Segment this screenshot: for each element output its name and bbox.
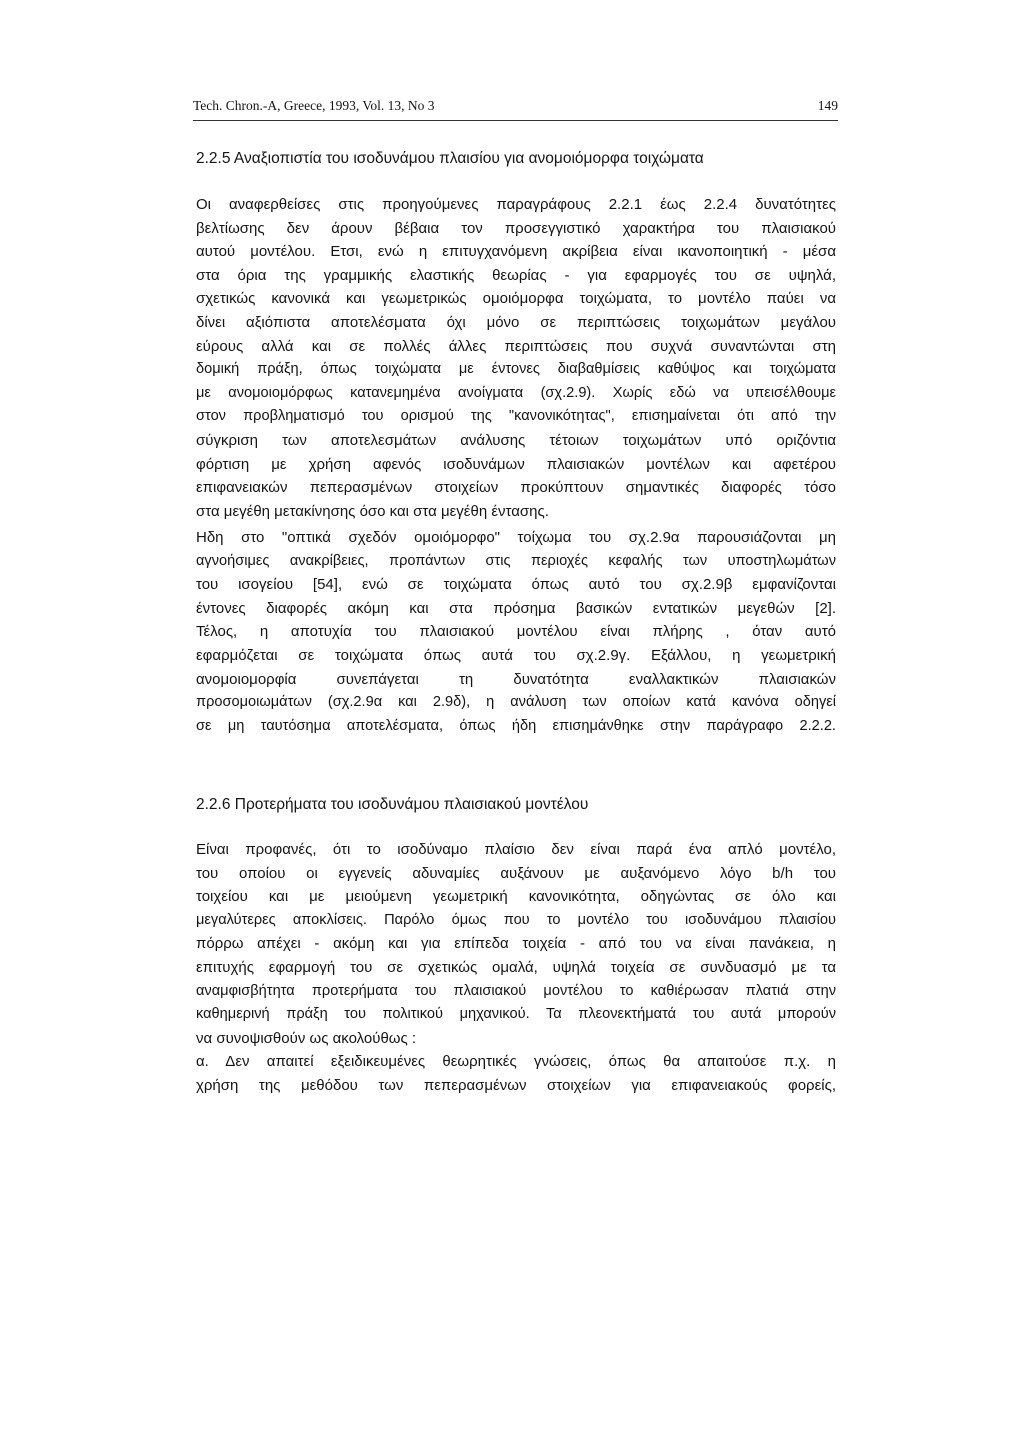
- text-line: μεγαλύτερες αποκλίσεις. Παρόλο όμως που το μοντέλο του ισοδυνάμου πλαισίου: [196, 911, 836, 928]
- text-line: στα όρια της γραμμικής ελαστικής θεωρίας - για εφαρμογές του σε υψηλά,: [196, 266, 836, 284]
- text-line: στα μεγέθη μετακίνησης όσο και στα μεγέθη έντασης.: [196, 502, 549, 520]
- text-line: αναμφισβήτητα προτερήματα του πλαισιακού μοντέλου το καθιέρωσαν πλατιά στην: [196, 982, 836, 999]
- text-line: επιφανειακών πεπερασμένων στοιχείων προκύπτουν σημαντικές διαφορές τόσο: [196, 479, 836, 497]
- text-line: αυτού μοντέλου. Ετσι, ενώ η επιτυγχανόμενη ακρίβεια είναι ικανοποιητική - μέσα: [196, 243, 836, 261]
- text-line: αγνοήσιμες ανακρίβειες, προπάντων στις περιοχές κεφαλής των υποστηλωμάτων: [196, 552, 836, 569]
- text-line: σε μη ταυτόσημα αποτελέσματα, όπως ήδη επισημάνθηκε στην παράγραφο 2.2.2.: [196, 717, 836, 734]
- text-line: του οποίου οι εγγενείς αδυναμίες αυξάνουν με αυξανόμενο λόγο b/h του: [196, 864, 836, 882]
- section-heading-2-2-5: 2.2.5 Αναξιοπιστία του ισοδυνάμου πλαισίου για ανομοιόμορφα τοιχώματα: [196, 150, 704, 167]
- text-line: δομική πράξη, όπως τοιχώματα με έντονες διαβαθμίσεις καθύψος και τοιχώματα: [196, 361, 836, 378]
- text-line: βελτίωσης δεν άρουν βέβαια τον προσεγγιστικό χαρακτήρα του πλαισιακού: [196, 219, 836, 237]
- text-line: Είναι προφανές, ότι το ισοδύναμο πλαίσιο δεν είναι παρά ένα απλό μοντέλο,: [196, 841, 836, 858]
- text-line: ανομοιομορφία συνεπάγεται τη δυνατότητα εναλλακτικών πλαισιακών: [196, 670, 836, 688]
- text-line: εφαρμόζεται σε τοιχώματα όπως αυτά του σχ.2.9γ. Εξάλλου, η γεωμετρική: [196, 646, 836, 664]
- text-line: προσομοιωμάτων (σχ.2.9α και 2.9δ), η ανάλυση των οποίων κατά κανόνα οδηγεί: [196, 694, 836, 711]
- text-line: σχετικώς κανονικά και γεωμετρικώς ομοιόμορφα τοιχώματα, το μοντέλο παύει να: [196, 290, 836, 308]
- text-line: στον προβληματισμό του ορισμού της "κανονικότητας", επισημαίνεται ότι από την: [196, 408, 836, 425]
- text-line: έντονες διαφορές ακόμη και στα πρόσημα βασικών εντατικών μεγεθών [2].: [196, 599, 836, 617]
- text-line: με ανομοιομόρφως κατανεμημένα ανοίγματα (σχ.2.9). Χωρίς εδώ να υπεισέλθουμε: [196, 384, 836, 401]
- text-line: εύρους αλλά και σε πολλές άλλες περιπτώσεις που συχνά συναντώνται στη: [196, 337, 836, 355]
- text-line: δίνει αξιόπιστα αποτελέσματα όχι μόνο σε περιπτώσεις τοιχωμάτων μεγάλου: [196, 313, 836, 331]
- paragraph-1: [196, 193, 836, 523]
- journal-citation: Tech. Chron.-A, Greece, 1993, Vol. 13, No 3: [193, 98, 435, 113]
- text-line: Οι αναφερθείσες στις προηγούμενες παραγράφους 2.2.1 έως 2.2.4 δυνατότητες: [196, 196, 836, 213]
- text-line: Ηδη στο "οπτικά σχεδόν ομοιόμορφο" τοίχωμα του σχ.2.9α παρουσιάζονται μη: [196, 529, 836, 546]
- page-number: 149: [817, 98, 838, 113]
- running-header: [193, 96, 838, 121]
- text-line: Τέλος, η αποτυχία του πλαισιακού μοντέλου είναι πλήρης , όταν αυτό: [196, 623, 836, 641]
- text-line: φόρτιση με χρήση αφενός ισοδυνάμων πλαισιακών μοντέλων και αφετέρου: [196, 455, 836, 473]
- text-line: χρήση της μεθόδου των πεπερασμένων στοιχείων για επιφανειακούς φορείς,: [196, 1076, 836, 1094]
- text-line: επιτυχής εφαρμογή του σε σχετικώς ομαλά, υψηλά τοιχεία σε συνδυασμό με τα: [196, 958, 836, 976]
- text-line: καθημερινή πράξη του πολιτικού μηχανικού. Τα πλεονεκτήματά του αυτά μπορούν: [196, 1006, 836, 1023]
- text-line: να συνοψισθούν ως ακολούθως :: [196, 1029, 417, 1047]
- text-line: α. Δεν απαιτεί εξειδικευμένες θεωρητικές γνώσεις, όπως θα απαιτούσε π.χ. η: [196, 1053, 836, 1071]
- text-line: του ισογείου [54], ενώ σε τοιχώματα όπως αυτό του σχ.2.9β εμφανίζονται: [196, 576, 836, 594]
- text-line: σύγκριση των αποτελεσμάτων ανάλυσης τέτοιων τοιχωμάτων υπό οριζόντια: [196, 431, 836, 449]
- paragraph-2: [196, 526, 836, 738]
- section-heading-2-2-6: 2.2.6 Προτερήματα του ισοδυνάμου πλαισιακού μοντέλου: [196, 796, 589, 813]
- text-line: πόρρω απέχει - ακόμη και για επίπεδα τοιχεία - από του να είναι πανάκεια, η: [196, 935, 836, 953]
- paragraph-3: [196, 838, 836, 1098]
- text-line: τοιχείου και με μειούμενη γεωμετρική κανονικότητα, οδηγώντας σε όλο και: [196, 888, 836, 906]
